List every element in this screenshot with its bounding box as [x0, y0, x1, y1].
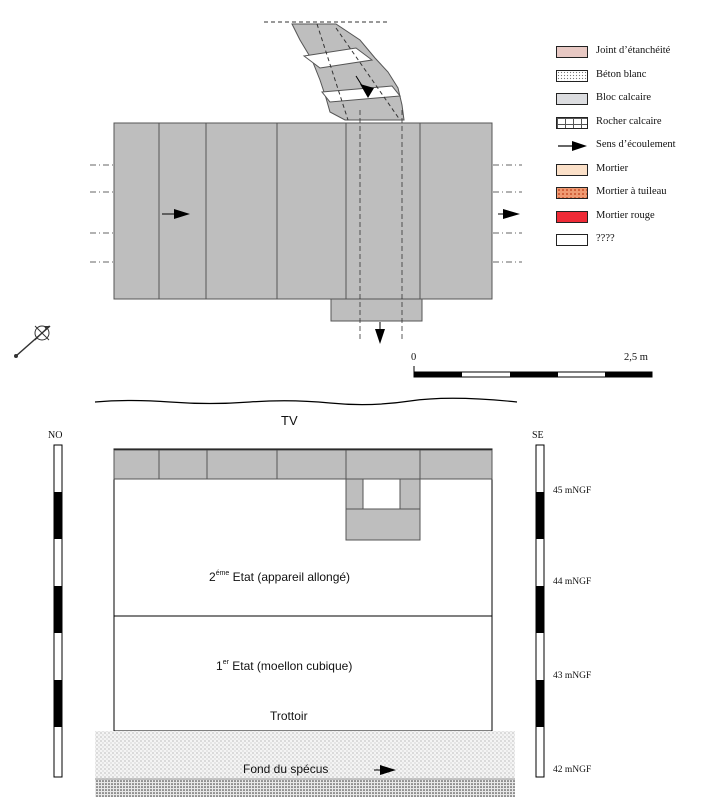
tv-label: TV [281, 413, 298, 428]
legend-label: Mortier rouge [596, 209, 655, 221]
scale-bar [414, 366, 652, 377]
state-2-sup: éme [215, 570, 230, 577]
legend-label: ???? [596, 233, 615, 244]
legend-label: Bloc calcaire [596, 92, 652, 103]
brick-swatch-icon [556, 117, 588, 129]
legend-label: Mortier [596, 162, 629, 174]
legend-item-sens [556, 138, 704, 162]
state-2-num: 2 [209, 570, 216, 584]
legend-item-mortier [556, 162, 704, 186]
no-label: NO [48, 430, 63, 441]
legend-item-joint [556, 44, 704, 68]
bloc-swatch-icon [556, 93, 588, 105]
speckled-swatch-icon [556, 187, 588, 199]
elevation-44-label: 44 mNGF [553, 577, 592, 587]
state-1-num: 1 [216, 659, 223, 673]
scale-start-label: 0 [411, 352, 417, 363]
legend-item-beton [556, 68, 704, 92]
state-2-text: Etat (appareil allongé) [229, 570, 351, 584]
plan-blocks [114, 123, 492, 321]
state-1-text: Etat (moellon cubique) [228, 659, 353, 673]
se-label: SE [532, 430, 544, 441]
incoming-channel [264, 22, 404, 120]
limestone-rock-base [95, 779, 515, 797]
compass-icon [14, 326, 50, 358]
legend-item-tuileau [556, 185, 704, 209]
blank-swatch-icon [556, 234, 588, 246]
mortier-swatch-icon [556, 164, 588, 176]
joint-swatch-icon [556, 46, 588, 58]
dotted-swatch-icon [556, 70, 588, 82]
legend-label: Joint d’étanchéité [596, 45, 671, 56]
state-1-sup: er [222, 659, 229, 666]
legend-label: Béton blanc [596, 68, 647, 80]
legend-item-rouge [556, 209, 704, 233]
flow-arrow-icon [556, 140, 588, 152]
legend-item-bloc [556, 91, 704, 115]
legend [556, 44, 704, 256]
elevation-42-label: 42 mNGF [553, 765, 592, 775]
trottoir-label: Trottoir [270, 709, 308, 723]
legend-item-unknown [556, 232, 704, 256]
wall-elevation [114, 449, 492, 731]
state-2-label [209, 570, 350, 584]
ground-line [95, 398, 517, 404]
red-swatch-icon [556, 211, 588, 223]
state-1-label [216, 659, 352, 673]
fond-du-specus-label: Fond du spécus [243, 762, 329, 776]
left-elevation-scale [54, 445, 62, 777]
right-elevation-scale [536, 445, 544, 777]
elevation-45-label: 45 mNGF [553, 486, 592, 496]
scale-end-label: 2,5 m [624, 352, 648, 363]
legend-label: Mortier à tuileau [596, 186, 667, 197]
elevation-43-label: 43 mNGF [553, 671, 592, 681]
section-view [54, 398, 544, 797]
legend-item-rocher [556, 115, 704, 139]
legend-label: Rocher calcaire [596, 115, 662, 127]
legend-label: Sens d’écoulement [596, 139, 676, 150]
